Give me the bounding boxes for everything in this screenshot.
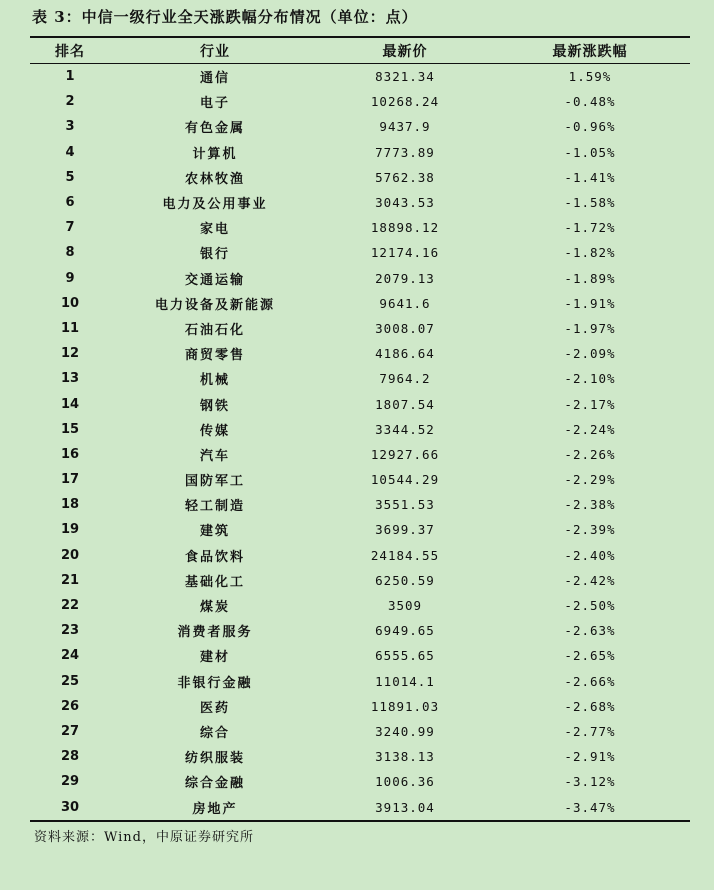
price-cell: 7964.2 xyxy=(379,371,431,387)
change-cell: -2.91% xyxy=(564,749,616,765)
price-cell: 10268.24 xyxy=(370,94,440,110)
industry-cell: 电力设备及新能源 xyxy=(154,297,275,313)
table-row xyxy=(30,593,690,618)
table-row xyxy=(30,442,690,467)
price-cell: 3043.53 xyxy=(375,195,435,211)
rank-cell: 5 xyxy=(65,169,75,185)
rank-cell: 3 xyxy=(65,119,75,135)
rank-cell: 1 xyxy=(65,69,75,85)
header-row xyxy=(30,38,690,64)
price-cell: 3509 xyxy=(387,598,423,614)
price-cell: 1006.36 xyxy=(375,774,435,790)
change-cell: -2.63% xyxy=(564,623,616,639)
table-row xyxy=(30,64,690,90)
price-cell: 11014.1 xyxy=(375,673,435,689)
rank-cell: 10 xyxy=(60,295,80,311)
table-row xyxy=(30,366,690,391)
industry-cell: 食品饮料 xyxy=(184,549,245,565)
change-cell: -2.38% xyxy=(564,497,616,513)
header-change: 最新涨跌幅 xyxy=(490,38,690,64)
industry-cell: 电力及公用事业 xyxy=(162,197,268,213)
price-cell: 6555.65 xyxy=(375,648,435,664)
header-industry: 行业 xyxy=(110,38,320,64)
change-cell: -2.39% xyxy=(564,522,616,538)
industry-cell: 综合 xyxy=(199,725,230,741)
change-cell: -1.82% xyxy=(564,245,616,261)
industry-cell: 通信 xyxy=(199,71,230,87)
rank-cell: 9 xyxy=(65,270,75,286)
change-cell: -2.17% xyxy=(564,396,616,412)
price-cell: 11891.03 xyxy=(370,698,440,714)
rank-cell: 6 xyxy=(65,195,75,211)
table-row xyxy=(30,492,690,517)
change-cell: -1.72% xyxy=(564,220,616,236)
change-cell: -2.65% xyxy=(564,648,616,664)
price-cell: 5762.38 xyxy=(375,169,435,185)
price-cell: 12927.66 xyxy=(370,446,440,462)
industry-cell: 医药 xyxy=(199,700,230,716)
industry-cell: 综合金融 xyxy=(184,776,245,792)
price-cell: 7773.89 xyxy=(375,144,435,160)
industry-cell: 传媒 xyxy=(199,423,230,439)
rank-cell: 19 xyxy=(60,522,80,538)
table-row xyxy=(30,266,690,291)
header-price: 最新价 xyxy=(320,38,490,64)
change-cell: -2.10% xyxy=(564,371,616,387)
rank-cell: 17 xyxy=(60,472,80,488)
industry-cell: 轻工制造 xyxy=(184,499,245,515)
price-cell: 3913.04 xyxy=(375,799,435,815)
table-row xyxy=(30,467,690,492)
industry-cell: 商贸零售 xyxy=(184,348,245,364)
industry-cell: 有色金属 xyxy=(184,121,245,137)
rank-cell: 26 xyxy=(60,698,80,714)
industry-cell: 汽车 xyxy=(199,448,230,464)
rank-cell: 15 xyxy=(60,421,80,437)
table-row xyxy=(30,190,690,215)
table-row xyxy=(30,719,690,744)
table-row xyxy=(30,215,690,240)
change-cell: -3.47% xyxy=(564,799,616,815)
price-cell: 6949.65 xyxy=(375,623,435,639)
change-cell: -0.48% xyxy=(564,94,616,110)
rank-cell: 23 xyxy=(60,623,80,639)
rank-cell: 12 xyxy=(60,346,80,362)
change-cell: -2.77% xyxy=(564,723,616,739)
rank-cell: 24 xyxy=(60,648,80,664)
price-cell: 12174.16 xyxy=(370,245,440,261)
table-row xyxy=(30,568,690,593)
table-row xyxy=(30,794,690,819)
table-row xyxy=(30,316,690,341)
change-cell: -1.89% xyxy=(564,270,616,286)
change-cell: -2.50% xyxy=(564,598,616,614)
change-cell: -2.09% xyxy=(564,346,616,362)
table-row xyxy=(30,140,690,165)
table-row xyxy=(30,517,690,542)
rank-cell: 30 xyxy=(60,799,80,815)
table-body xyxy=(30,64,690,820)
rank-cell: 22 xyxy=(60,598,80,614)
price-cell: 1807.54 xyxy=(375,396,435,412)
change-cell: -3.12% xyxy=(564,774,616,790)
change-cell: -1.58% xyxy=(564,195,616,211)
change-cell: -1.41% xyxy=(564,169,616,185)
rank-cell: 18 xyxy=(60,497,80,513)
rank-cell: 4 xyxy=(65,144,75,160)
table-row xyxy=(30,669,690,694)
table-row xyxy=(30,114,690,139)
table-row xyxy=(30,89,690,114)
change-cell: 1.59% xyxy=(568,69,612,85)
industry-cell: 石油石化 xyxy=(184,322,245,338)
table-row xyxy=(30,240,690,265)
table-row xyxy=(30,694,690,719)
rank-cell: 2 xyxy=(65,94,75,110)
price-cell: 8321.34 xyxy=(375,69,435,85)
rank-cell: 13 xyxy=(60,371,80,387)
price-cell: 3344.52 xyxy=(375,421,435,437)
rank-cell: 8 xyxy=(65,245,75,261)
rank-cell: 29 xyxy=(60,774,80,790)
table-row xyxy=(30,769,690,794)
rank-cell: 27 xyxy=(60,723,80,739)
table-row xyxy=(30,165,690,190)
industry-cell: 银行 xyxy=(199,247,230,263)
change-cell: -2.66% xyxy=(564,673,616,689)
change-cell: -2.29% xyxy=(564,472,616,488)
price-cell: 3551.53 xyxy=(375,497,435,513)
price-cell: 18898.12 xyxy=(370,220,440,236)
industry-cell: 家电 xyxy=(199,222,230,238)
table-header xyxy=(30,38,690,64)
rank-cell: 16 xyxy=(60,446,80,462)
table-row xyxy=(30,643,690,668)
change-cell: -2.24% xyxy=(564,421,616,437)
table-row xyxy=(30,391,690,416)
industry-cell: 农林牧渔 xyxy=(184,171,245,187)
industry-cell: 建材 xyxy=(199,650,230,666)
table-row xyxy=(30,543,690,568)
rank-cell: 25 xyxy=(60,673,80,689)
change-cell: -1.05% xyxy=(564,144,616,160)
price-cell: 6250.59 xyxy=(375,572,435,588)
table-row xyxy=(30,341,690,366)
price-cell: 9641.6 xyxy=(379,295,431,311)
industry-cell: 建筑 xyxy=(199,524,230,540)
change-cell: -1.91% xyxy=(564,295,616,311)
price-cell: 4186.64 xyxy=(375,346,435,362)
rank-cell: 21 xyxy=(60,572,80,588)
price-cell: 2079.13 xyxy=(375,270,435,286)
industry-cell: 国防军工 xyxy=(184,474,245,490)
rank-cell: 11 xyxy=(60,320,80,336)
table-row xyxy=(30,744,690,769)
table-bottom-rule xyxy=(30,820,690,822)
header-rank: 排名 xyxy=(30,38,110,64)
industry-table xyxy=(30,36,690,822)
source-note: 资料来源：Wind，中原证券研究所 xyxy=(34,830,254,845)
rank-cell: 14 xyxy=(60,396,80,412)
price-cell: 3699.37 xyxy=(375,522,435,538)
industry-cell: 煤炭 xyxy=(199,600,230,616)
price-cell: 3138.13 xyxy=(375,749,435,765)
price-cell: 3008.07 xyxy=(375,320,435,336)
table-row xyxy=(30,618,690,643)
industry-cell: 房地产 xyxy=(192,801,238,817)
change-cell: -2.26% xyxy=(564,446,616,462)
industry-cell: 纺织服装 xyxy=(184,751,245,767)
industry-cell: 消费者服务 xyxy=(177,625,253,641)
change-cell: -0.96% xyxy=(564,119,616,135)
change-cell: -2.42% xyxy=(564,572,616,588)
price-cell: 24184.55 xyxy=(370,547,440,563)
industry-cell: 计算机 xyxy=(192,146,238,162)
rank-cell: 7 xyxy=(65,220,75,236)
industry-cell: 机械 xyxy=(199,373,230,389)
industry-cell: 电子 xyxy=(199,96,230,112)
rank-cell: 20 xyxy=(60,547,80,563)
industry-cell: 基础化工 xyxy=(184,574,245,590)
change-cell: -1.97% xyxy=(564,320,616,336)
price-cell: 9437.9 xyxy=(379,119,431,135)
industry-change-table xyxy=(30,38,690,820)
table-row xyxy=(30,291,690,316)
industry-cell: 钢铁 xyxy=(199,398,230,414)
table-title: 表 3：中信一级行业全天涨跌幅分布情况（单位：点） xyxy=(32,8,418,26)
price-cell: 10544.29 xyxy=(370,472,440,488)
price-cell: 3240.99 xyxy=(375,723,435,739)
rank-cell: 28 xyxy=(60,749,80,765)
change-cell: -2.68% xyxy=(564,698,616,714)
change-cell: -2.40% xyxy=(564,547,616,563)
table-row xyxy=(30,417,690,442)
industry-cell: 交通运输 xyxy=(184,272,245,288)
industry-cell: 非银行金融 xyxy=(177,675,253,691)
